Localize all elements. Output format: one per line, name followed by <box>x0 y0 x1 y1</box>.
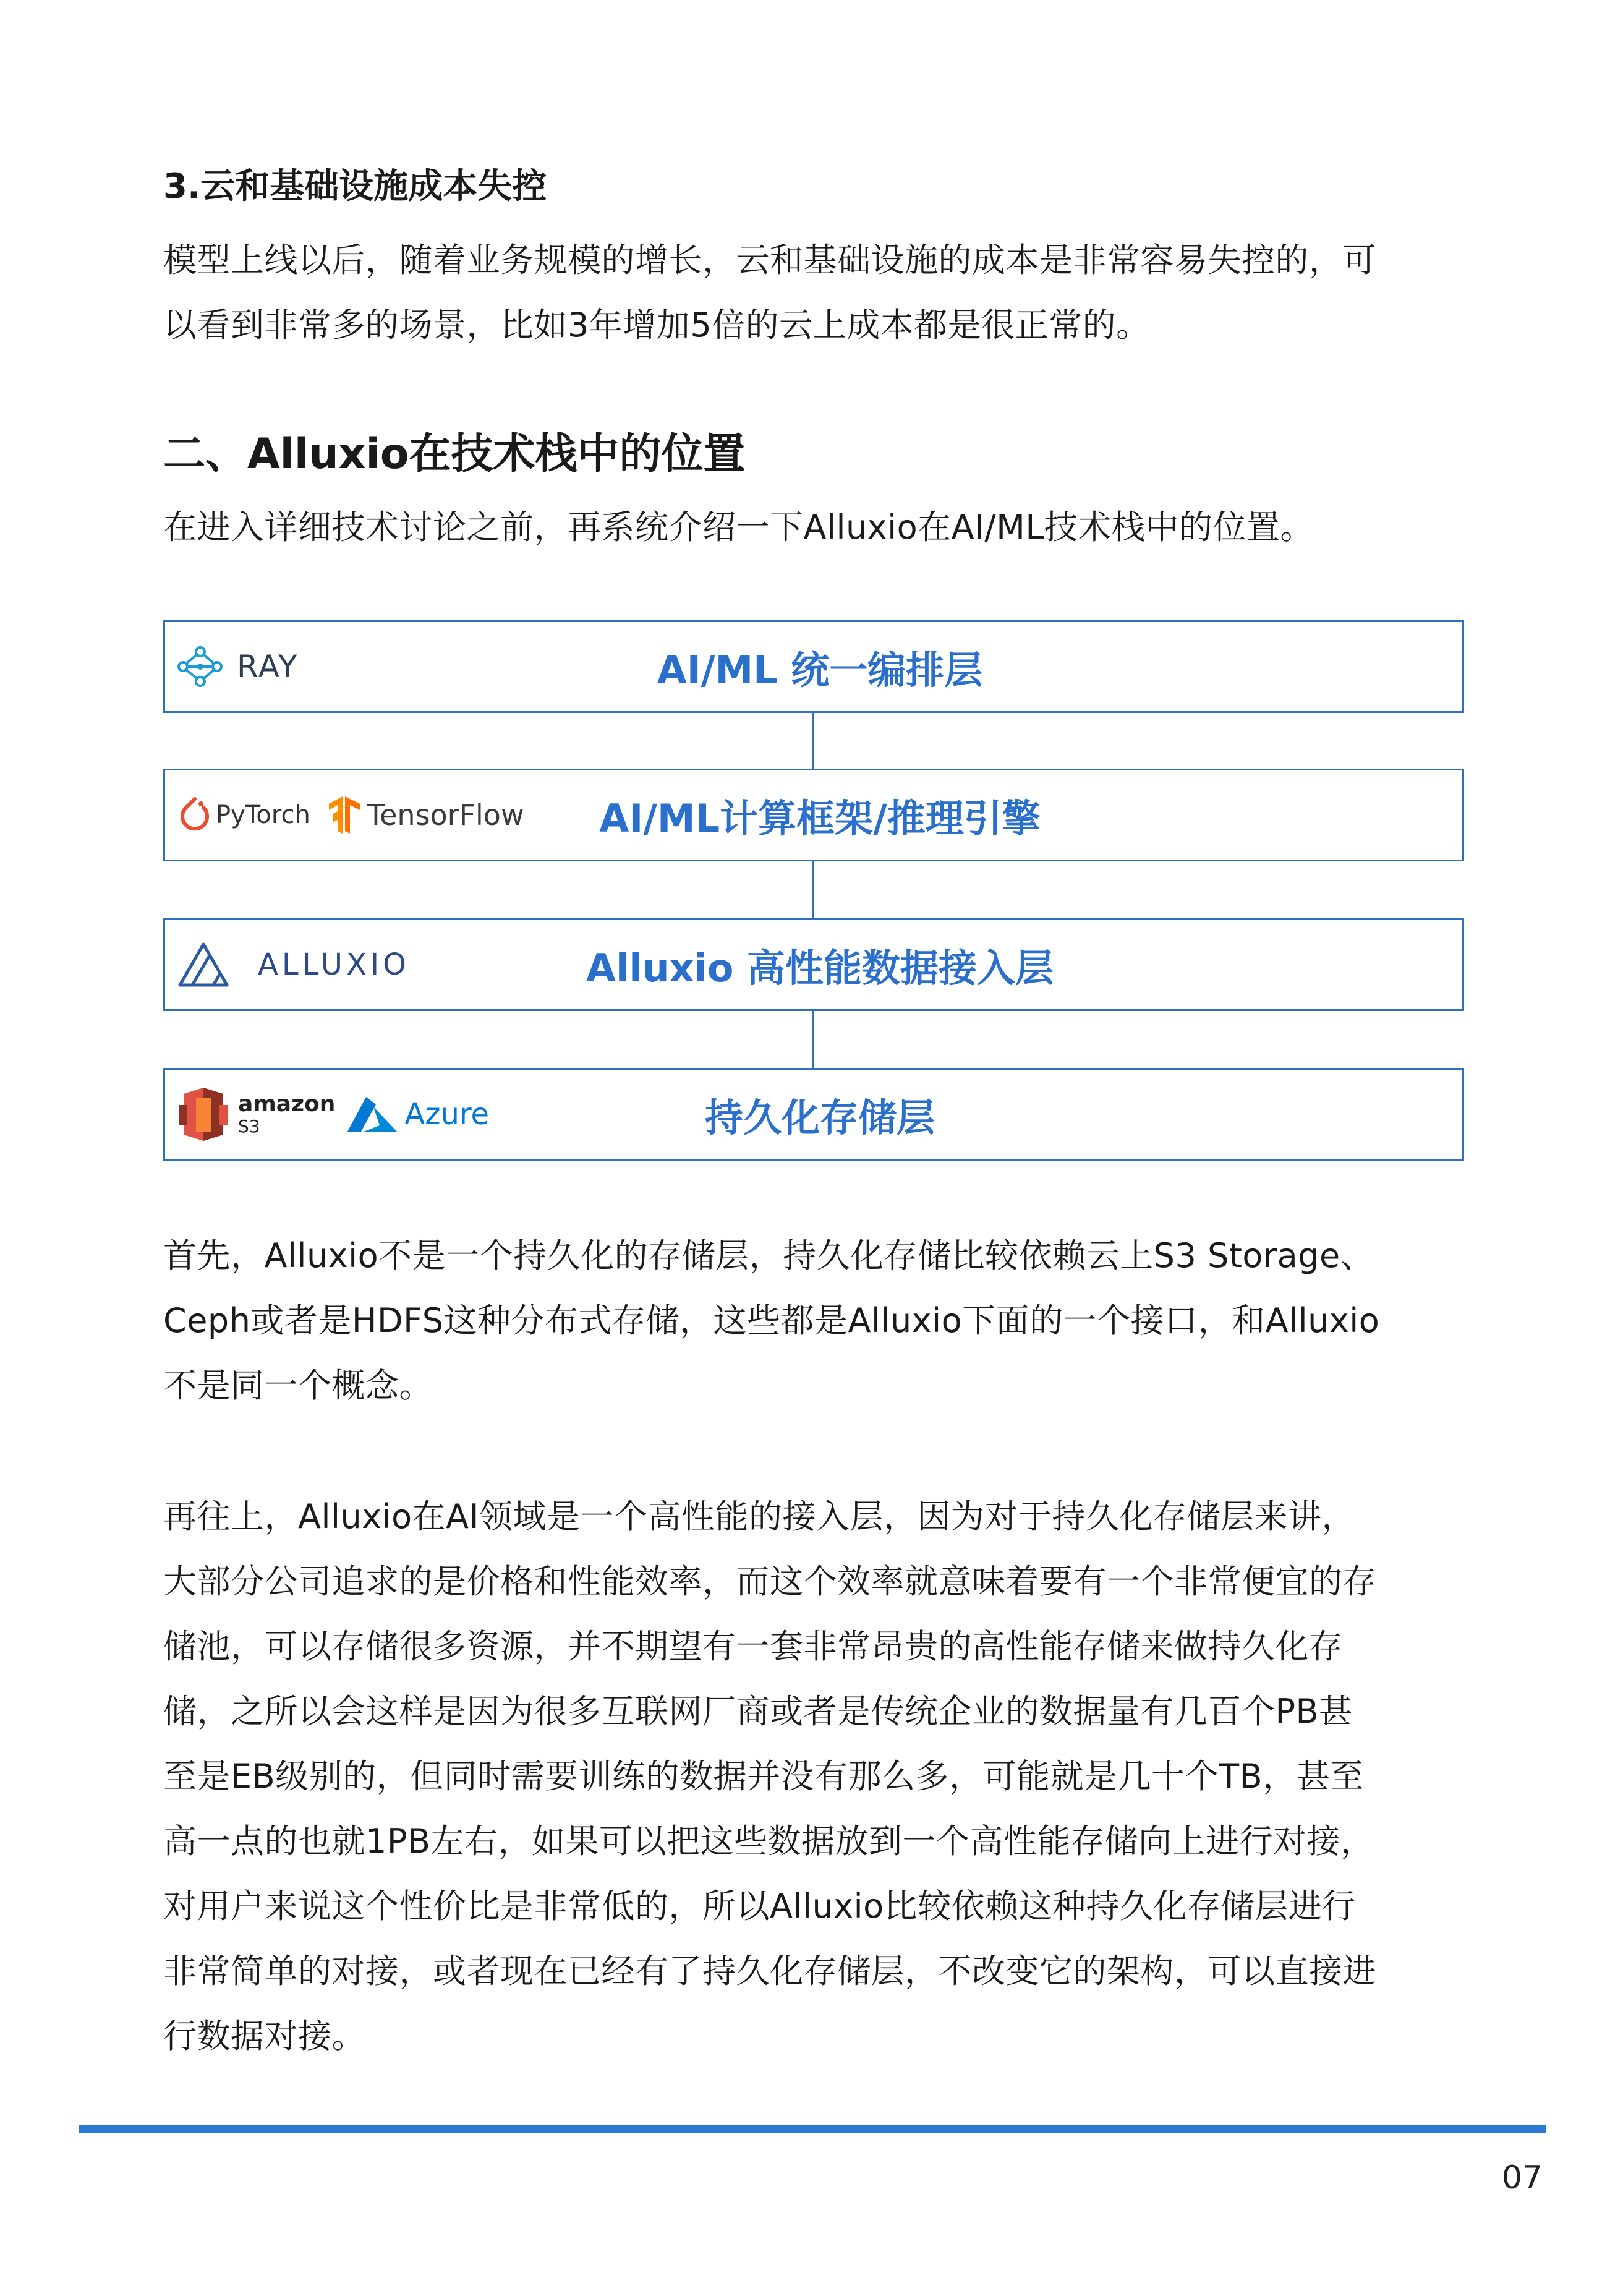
text-line: 高一点的也就1PB左右，如果可以把这些数据放到一个高性能存储向上进行对接， <box>163 1822 1374 1861</box>
connector-line <box>812 861 814 918</box>
text-line: 行数据对接。 <box>163 2016 365 2055</box>
text-line: 在进入详细技术讨论之前，再系统介绍一下Alluxio在AI/ML技术栈中的位置。 <box>163 508 1314 547</box>
footer-divider <box>79 2125 1546 2133</box>
text-line: 储池，可以存储很多资源，并不期望有一套非常昂贵的高性能存储来做持久化存 <box>163 1627 1343 1666</box>
layer-title: Alluxio 高性能数据接入层 <box>586 945 1054 991</box>
text-line: 对用户来说这个性价比是非常低的，所以Alluxio比较依赖这种持久化存储层进行 <box>163 1887 1356 1926</box>
ray-logo-text: RAY <box>237 649 299 685</box>
alluxio-logo-text: ALLUXIO <box>258 947 410 982</box>
paragraph-access-layer <box>163 1484 1468 2068</box>
section3-heading: 3.云和基础设施成本失控 <box>163 166 547 207</box>
text-line: 首先，Alluxio不是一个持久化的存储层，持久化存储比较依赖云上S3 Storage、 <box>163 1236 1374 1275</box>
text-line: 以看到非常多的场景，比如3年增加5倍的云上成本都是很正常的。 <box>163 305 1150 344</box>
connector-line <box>812 1011 814 1068</box>
text-line: 大部分公司追求的是价格和性能效率，而这个效率就意味着要有一个非常便宜的存 <box>163 1562 1376 1601</box>
pytorch-logo-text: PyTorch <box>216 801 310 829</box>
layer-data-access <box>163 918 1464 1011</box>
layer-title: 持久化存储层 <box>704 1095 935 1140</box>
text-line: 非常简单的对接，或者现在已经有了持久化存储层，不改变它的架构，可以直接进 <box>163 1952 1376 1991</box>
section3-paragraph <box>163 228 1468 357</box>
page-number: 07 <box>1501 2159 1543 2196</box>
section2-intro <box>163 495 1468 560</box>
azure-logo-text: Azure <box>404 1097 490 1132</box>
section2-heading: 二、Alluxio在技术栈中的位置 <box>163 430 746 479</box>
paragraph-storage <box>163 1223 1468 1418</box>
amazon-logo-text: amazon <box>238 1091 336 1117</box>
layer-persistent-storage <box>163 1068 1464 1161</box>
layer-orchestration <box>163 620 1464 713</box>
connector-line <box>812 713 814 769</box>
layer-title: AI/ML计算框架/推理引擎 <box>599 795 1041 841</box>
text-line: 模型上线以后，随着业务规模的增长，云和基础设施的成本是非常容易失控的，可 <box>163 241 1376 280</box>
text-line: 储，之所以会这样是因为很多互联网厂商或者是传统企业的数据量有几百个PB甚 <box>163 1692 1353 1731</box>
text-line: 至是EB级别的，但同时需要训练的数据并没有那么多，可能就是几十个TB，甚至 <box>163 1757 1364 1796</box>
tensorflow-logo-text: TensorFlow <box>367 798 524 832</box>
text-line: 不是同一个概念。 <box>163 1366 433 1405</box>
s3-logo-text: S3 <box>238 1116 260 1137</box>
text-line: Ceph或者是HDFS这种分布式存储，这些都是Alluxio下面的一个接口，和Alluxio <box>163 1301 1380 1340</box>
layer-title: AI/ML 统一编排层 <box>657 647 983 693</box>
text-line: 再往上，Alluxio在AI领域是一个高性能的接入层，因为对于持久化存储层来讲， <box>163 1497 1356 1536</box>
layer-compute <box>163 769 1464 861</box>
